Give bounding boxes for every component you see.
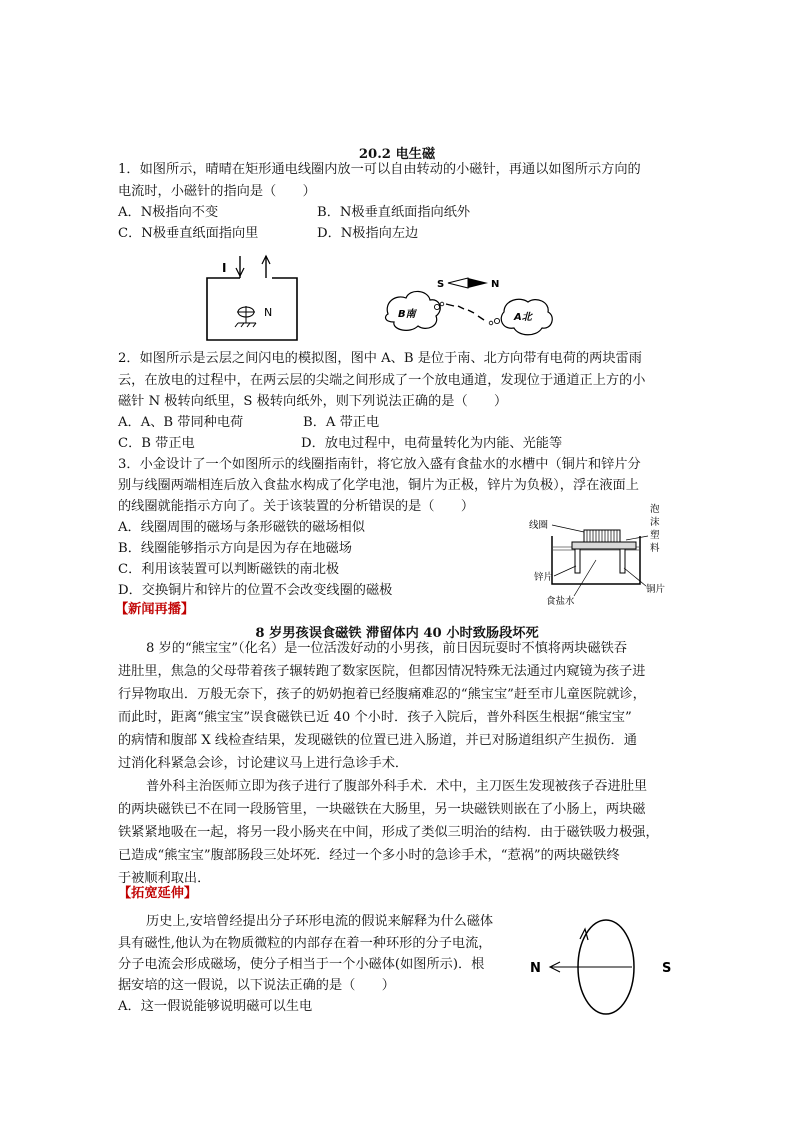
svg-text:料: 料 — [650, 543, 660, 554]
coil-compass-figure — [526, 500, 676, 610]
needle-n-label: N — [264, 306, 273, 319]
ext-option-a: A．这一假说能够说明磁可以生电 — [118, 999, 313, 1014]
ext-line3: 分子电流会形成磁场，使分子相当于一个小磁体(如图所示)．根 — [118, 957, 485, 972]
news-p1-line5: 的病情和腹部 X 线检查结果，发现磁铁的位置已进入肠道，并已对肠道组织产生损伤．通 — [118, 733, 637, 748]
q1-option-a: A．N极指向不变 — [118, 205, 219, 220]
q3-stem-line2: 别与线圈两端相连后放入食盐水构成了化学电池，铜片为正极，锌片为负极），浮在液面上 — [118, 478, 639, 493]
news-p2-line2: 的两块磁铁已不在同一段肠管里，一块磁铁在大肠里，另一块磁铁则嵌在了小肠上，两块磁 — [118, 802, 646, 817]
news-p2-line4: 已造成“熊宝宝”腹部肠段三处坏死．经过一个多小时的急诊手术，“惹祸”的两块磁铁终 — [118, 848, 620, 863]
news-p2-line5: 于被顺利取出． — [118, 871, 211, 886]
q1-option-d: D．N极指向左边 — [317, 226, 419, 241]
current-label: I — [222, 261, 227, 275]
news-p1-line1: 8 岁的“熊宝宝”（化名）是一位活泼好动的小男孩，前日因玩耍时不慎将两块磁铁吞 — [146, 641, 628, 656]
loop-s-label: S — [662, 961, 672, 976]
news-p2-line3: 铁紧紧地吸在一起，将另一段小肠夹在中间，形成了类似三明治的结构．由于磁铁吸力极强， — [118, 825, 659, 840]
q2-option-d: D．放电过程中，电荷量转化为内能、光能等 — [301, 436, 563, 451]
q1-stem-line1: 1．如图所示，晴晴在矩形通电线圈内放一可以自由转动的小磁针，再通以如图所示方向的 — [118, 162, 641, 177]
news-p1-line2: 进肚里，焦急的父母带着孩子辗转跑了数家医院，但都因情况特殊无法通过内窥镜为孩子进 — [118, 664, 646, 679]
ext-line4: 据安培的这一假说，以下说法正确的是（ ） — [118, 978, 395, 993]
ext-line2: 具有磁性,他认为在物质微粒的内部存在着一种环形的分子电流， — [118, 936, 492, 951]
foam-label — [650, 503, 660, 554]
q3-option-d: D．交换铜片和锌片的位置不会改变线圈的磁极 — [118, 583, 393, 598]
news-title: 8 岁男孩误食磁铁 滞留体内 40 小时致肠段坏死 — [255, 626, 539, 641]
ext-line1: 历史上,安培曾经提出分子环形电流的假说来解释为什么磁体 — [146, 914, 494, 929]
needle-n-label2: N — [491, 279, 500, 290]
q2-option-b: B．A 带正电 — [303, 415, 380, 430]
coil-label: 线圈 — [529, 520, 549, 531]
q2-stem-line1: 2．如图所示是云层之间闪电的模拟图，图中 A、B 是位于南、北方向带有电荷的两块雷雨 — [118, 351, 642, 366]
svg-text:沫: 沫 — [650, 517, 660, 528]
news-p1-line6: 过消化科紧急会诊，讨论建议马上进行急诊手术． — [118, 756, 409, 771]
news-section-tag: 【新闻再播】 — [115, 602, 195, 617]
q2-stem-line3: 磁针 N 极转向纸里，S 极转向纸外，则下列说法正确的是（ ） — [118, 394, 508, 409]
cloud-b-label: B南 — [398, 309, 416, 320]
page-title: 20.2 电生磁 — [358, 147, 436, 162]
q2-stem-line2: 云，在放电的过程中，在两云层的尖端之间形成了一个放电通道，发现位于通道正上方的小 — [118, 373, 646, 388]
news-p1-line3: 行异物取出．万般无奈下，孩子的奶奶抱着已经腹痛难忍的“熊宝宝”赶至市儿童医院就诊， — [118, 687, 646, 702]
q3-option-c: C．利用该装置可以判断磁铁的南北极 — [118, 562, 340, 577]
svg-text:泡: 泡 — [650, 504, 660, 515]
coil-needle-figure — [200, 248, 310, 348]
needle-s-label: S — [437, 279, 445, 290]
copper-label: 铜片 — [646, 584, 666, 595]
news-p1-line4: 而此时，距离“熊宝宝”误食磁铁已近 40 个小时．孩子入院后，普外科医生根据“熊宝宝” — [118, 710, 632, 725]
q3-stem-line3: 的线圈就能指示方向了。关于该装置的分析错误的是（ ） — [118, 499, 475, 514]
q2-option-c: C．B 带正电 — [118, 436, 195, 451]
cloud-lightning-figure — [380, 268, 560, 348]
zinc-label: 锌片 — [534, 572, 554, 583]
loop-n-label: N — [530, 961, 541, 976]
q3-option-a: A．线圈周围的磁场与条形磁铁的磁场相似 — [118, 520, 365, 535]
q3-option-b: B．线圈能够指示方向是因为存在地磁场 — [118, 541, 352, 556]
svg-text:塑: 塑 — [650, 530, 660, 541]
q3-stem-line1: 3．小金设计了一个如图所示的线圈指南针，将它放入盛有食盐水的水槽中（铜片和锌片分 — [118, 457, 641, 472]
q1-option-c: C．N极垂直纸面指向里 — [118, 226, 259, 241]
extension-section-tag: 【拓宽延伸】 — [118, 886, 198, 901]
news-p2-line1: 普外科主治医师立即为孩子进行了腹部外科手术．术中，主刀医生发现被孩子吞进肚里 — [146, 779, 648, 794]
q1-stem-line2: 电流时，小磁针的指向是（ ） — [118, 184, 316, 199]
q2-option-a: A．A、B 带同种电荷 — [118, 415, 244, 430]
q1-option-b: B．N极垂直纸面指向纸外 — [317, 205, 471, 220]
salt-water-label: 食盐水 — [546, 596, 575, 607]
molecular-current-figure — [520, 915, 680, 1020]
cloud-a-label: A北 — [514, 312, 532, 323]
